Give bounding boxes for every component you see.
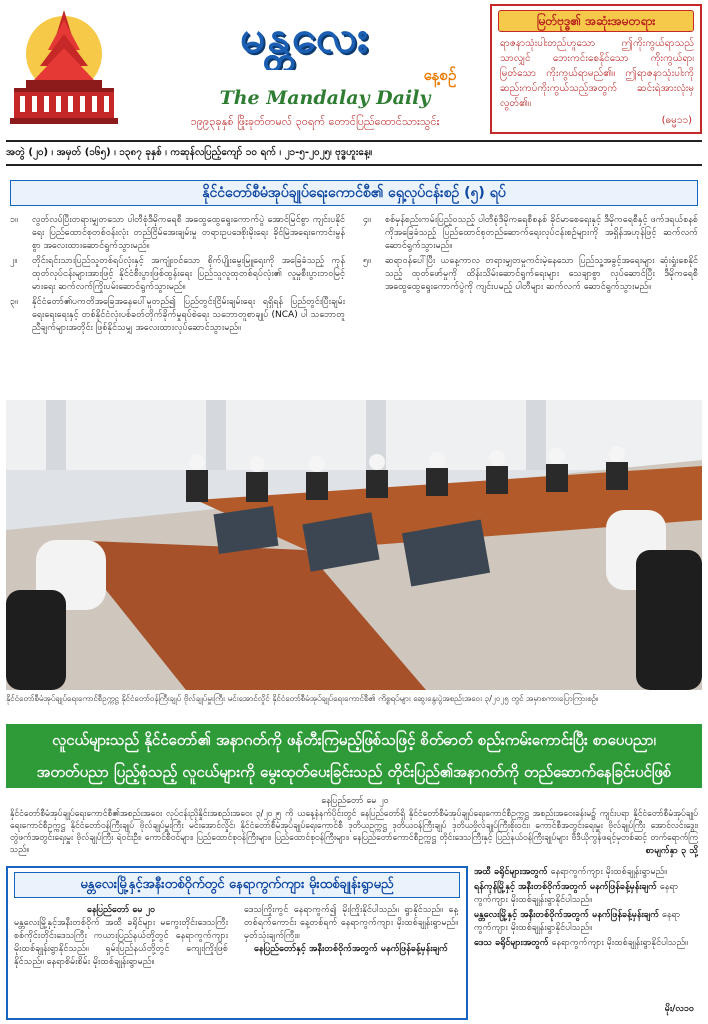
newspaper-title: မန္တလေး bbox=[239, 12, 371, 63]
weather-dateline: နေပြည်တော် မေ ၂၀ bbox=[86, 905, 156, 915]
weather-columns bbox=[14, 904, 460, 1016]
point-number: ၂။ bbox=[10, 256, 18, 266]
continued-link[interactable]: စာမျက်နှာ ၃ သို့ bbox=[645, 846, 698, 856]
forecast-text: နေရာကွက်ကျား မိုးထစ်ချုန်းရွာနိုင်ပါသည်။ bbox=[551, 938, 688, 948]
policy-points-right bbox=[363, 214, 698, 384]
weather-heading: မန္တလေးမြို့နှင့်အနီးတစ်ဝိုက်တွင် နေရာကွက်ကျား မိုးထစ်ချုန်းရွာမည် bbox=[14, 872, 460, 898]
page-reference: မိုး/လ၁၀ bbox=[664, 1004, 694, 1014]
divider bbox=[6, 140, 702, 142]
forecast-label: အထီ ခရိုင်များအတွက် bbox=[474, 867, 548, 877]
point-text: စစ်မှန်စည်းကမ်းပြည့်ဝသည့် ပါတီစုံဒီမိုကရေစီစနစ် ခိုင်မာစေရေးနှင့် ဒီမိုကရေစီနှင့် ဖက်ဒရယ်စနစ်ကိုအခြေခံသည့် ပြည်ထောင်စုတည်ဆောက်ရေးလုပ်ငန်းစဉ်များကို အရှိန်အဟုန်ဖြင့် ဆက်လက်ဆောင်ရွက်သွားမည်။ bbox=[385, 215, 698, 251]
quote-line: လူငယ်များသည် နိုင်ငံတော်၏ အနာဂတ်ကို ဖန်တီးကြမည့်ဖြစ်သဖြင့် စိတ်ဓာတ် စည်းကမ်းကောင်းပြီး စာပေပညာ၊ bbox=[52, 731, 656, 749]
point-text: လွတ်လပ်ပြီးတရားမျှတသော ပါတီစုံဒီမိုကရေစီ အထွေထွေရွေးကောက်ပွဲ အောင်မြင်စွာ ကျင်းပနိုင်ရေး ပြည်ထောင်စုတစ်ဝန်းလုံး တည်ငြိမ်အေးချမ်းမှု တရားဥပဒေစိုးမိုးရေး ခိုင်မြဲအရေးကောင်းမွန်စွာ အလေးထားဆောင်ရွက်သွားမည်။ bbox=[32, 215, 345, 251]
policy-points bbox=[10, 214, 698, 384]
motto-reference: (ဓမ္မ၁၁) bbox=[661, 115, 692, 126]
story-text: နိုင်ငံတော်စီမံအုပ်ချုပ်ရေးကောင်စီ၏အစည်းအဝေး လုပ်ငန်းညှိနှိုင်းအစည်းအဝေး ၃/၂၀၂၅ ကို ယနေ့နံနက်ပိုင်းတွင် နေပြည်တော်ရှိ နိုင်ငံတော်စီမံအုပ်ချုပ်ရေးကောင်စီဥက္ကဋ္ဌ အစည်းအဝေးခန်းမ၌ ကျင်းပရာ နိုင်ငံတော်စီမံအုပ်ချုပ်ရေးကောင်စီဥက္ကဋ္ဌ နိုင်ငံတော်ဝန်ကြီးချုပ် ဗိုလ်ချုပ်မှူးကြီး မင်းအောင်လှိုင်၊ နိုင်ငံတော်စီမံအုပ်ချုပ်ရေးကောင်စီ ဒုတိယဥက္ကဋ္ဌ ဒုတိယဝန်ကြီးချုပ် ဒုတိယဗိုလ်ချုပ်ကြီးစိုးဝင်း၊ ကောင်စီအတွင်းရေးမှူး ဗိုလ်ချုပ်ကြီး အောင်လင်းဒွေး၊ တွဲဖက်အတွင်းရေးမှူး ဗိုလ်ချုပ်ကြီး ရဲဝင်းဦး၊ ကောင်စီဝင်များ၊ ပြည်ထောင်စုဝန်ကြီးများ၊ ပြည်ထောင်စုဝန်ကြီးများ၊ နေပြည်တော်ကောင်စီဥက္ကဋ္ဌ တိုင်းဒေသကြီးနှင့် ပြည်နယ်ဝန်ကြီးချုပ်များ ဗီဒီယိုကွန်ဖရင့်မှတစ်ဆင့် တက်ရောက်ကြသည်။ bbox=[10, 809, 698, 855]
point-number: ၄။ bbox=[363, 215, 371, 225]
issue-line: အတွဲ (၂၀) ၊ အမှတ် (၁၆၅) ၊ ၁၃၈၇ ခုနှစ် ၊ ကဆုန်လပြည့်ကျော် ၁၀ ရက် ၊ ၂၁-၅-၂၀၂၅၊ ဗုဒ္ဓဟူးနေ့။ bbox=[6, 147, 373, 158]
weather-column bbox=[14, 904, 228, 1016]
weather-text: မန္တလေးမြို့နှင့်အနီးတစ်ဝိုက် အထီ ခရိုင်များ မကွေးတိုင်းဒေသကြီး စစ်ကိုင်းတိုင်းဒေသကြီး ကယားပြည်နယ်တို့တွင် နေရာကွက်ကျား မိုးထစ်ချုန်းရွာနိုင်သည်။ ရှမ်းပြည်နယ်တို့တွင် ကျေးကြိုးဖြစ်နိုင်သည်။ နေရာစိမ်းစိမ်း မိုးထစ်ချုန်းရွာမည်။ bbox=[14, 918, 228, 967]
policy-point bbox=[10, 214, 345, 253]
policy-point bbox=[363, 214, 698, 253]
forecast-label: ရန်ကုန်မြို့နှင့် အနီးတစ်ဝိုက်အတွက် မနက်ဖြန်ခန့်မှန်းချက် bbox=[474, 882, 657, 892]
photo-caption: နိုင်ငံတော်စီမံအုပ်ချုပ်ရေးကောင်စီဥက္ကဋ္ဌ နိုင်ငံတော်ဝန်ကြီးချုပ် ဗိုလ်ချုပ်မှူးကြီး မင်းအောင်လှိုင် နိုင်ငံတော်စီမံအုပ်ချုပ်ရေးကောင်စီ၏ ကိစ္စရပ်များ ဆွေးနွေးပွဲအစည်းအဝေး ၃/၂၀၂၅ တွင် အမှာစကားပြောကြားစဉ်။ bbox=[6, 694, 599, 703]
motto-text: ရာဇနာသုံးပါးတည်ဟူသော ဤကိုးကွယ်ရာသည် သာလျှင် ဘေးကင်းစေနိုင်သော ကိုးကွယ်ရာ၊ မြတ်သော ကိုးကွယ်ရာမည်၏။ ဤရာဇနာသုံးပါးကို ဆည်းကပ်ကိုးကွယ်သည့်အတွက် ဆင်းရဲအားလုံးမှ လွတ်၏။ bbox=[500, 38, 694, 109]
point-number: ၁။ bbox=[10, 215, 18, 225]
forecast-item bbox=[474, 881, 702, 907]
point-text: တိုင်းရင်းသားပြည်သူတစ်ရပ်လုံးနှင့် အကျုံးဝင်သော စိုက်ပျိုးမွေးမြူရေးကို အခြေခံသည့် ကုန်ထုတ်လုပ်ငန်းများအားဖြင့် နိုင်ငံစီးပွားဖြစ်ထွန်းရေး ပြည်သူလူထုတစ်ရပ်လုံး၏ လူမှုစီးပွားဘဝမြင့်မားရေး ဆက်လက်ကြိုးပမ်းဆောင်ရွက်သွားမည်။ bbox=[32, 256, 345, 292]
forecast-label: ဒေသ ခရိုင်များအတွက် bbox=[474, 938, 549, 948]
point-text: ဆရာဝန်ပေါ်ပြီး ယနေ့ကာလ တရားမျှတမှုကင်းမဲ့နေသော ပြည်သူ့အခွင့်အရေးများ ဆုံးရှုံးစေနိုင်သည့် ထုတ်ဖော်မှုကို ထိန်းသိမ်းဆောင်ရွက်ရေးများ သေချာစွာ လုပ်ဆောင်ပြီး ဒီမိုကရေစီ အထွေထွေရွေးကောက်ပွဲကို ကျင်းပမည့် ပါတီများ ဆက်လက် ဆောင်ရွက်သွားမည်။ bbox=[385, 256, 698, 292]
quote-line: အတတ်ပညာ ပြည့်စုံသည့် လူငယ်များကို မွေးထုတ်ပေးခြင်းသည် တိုင်းပြည်၏အနာဂတ်ကို တည်ဆောက်နေခြင်းပင်ဖြစ် bbox=[36, 763, 672, 781]
point-number: ၃။ bbox=[10, 297, 18, 307]
weather-subheading: နေပြည်တော်နှင့် အနီးတစ်ဝိုက်အတွက် မနက်ဖြန်ခန့်မှန်းချက် bbox=[254, 944, 448, 954]
policy-points-left bbox=[10, 214, 345, 384]
weather-column bbox=[244, 904, 458, 1016]
newspaper-subtitle: နေ့စဉ် bbox=[423, 66, 457, 84]
headline: နိုင်ငံတော်စီမံအုပ်ချုပ်ရေးကောင်စီ၏ ရှေ့လုပ်ငန်းစဉ် (၅) ရပ် bbox=[10, 180, 698, 206]
policy-point bbox=[10, 255, 345, 294]
forecast-list bbox=[474, 866, 702, 1020]
point-text: နိုင်ငံတော်၏ပကတိအခြေအနေပေါ်မူတည်၍ ပြည်တွင်းငြိမ်းချမ်းရေး ရရှိရန် ပြည်တွင်းပြီးချမ်းရေးရေးရေးနှင့် တစ်နိုင်ငံလုံးပစ်ခတ်တိုက်ခိုက်မှုရပ်စဲရေး သဘောတူစာချုပ် (NCA) ပါ သဘောတူညီချက်များအတိုင်း ဖြစ်နိုင်သမျှ အလေးထားလုပ်ဆောင်သွားမည်။ bbox=[32, 297, 345, 333]
forecast-text: နေရာကွက်ကျား မိုးထစ်ချုန်းရွာမည်။ bbox=[550, 867, 668, 877]
quote-banner bbox=[6, 724, 702, 788]
forecast-item bbox=[474, 909, 702, 935]
point-number: ၅။ bbox=[363, 256, 371, 266]
motto-heading: မြတ်ဗုဒ္ဓ၏ အဆုံးအမတရား bbox=[498, 10, 694, 32]
policy-point bbox=[363, 255, 698, 294]
weather-box bbox=[6, 866, 468, 1020]
divider bbox=[6, 164, 702, 166]
palace-emblem-icon bbox=[4, 6, 124, 130]
masthead-tagline: ၁၉၉၃ခုနှစ် ဖြိုးခုတ်တမလ် ၃၀ရက် တောင်ပြည်ထောင်သားသွင်း bbox=[190, 115, 440, 128]
forecast-item bbox=[474, 937, 702, 950]
motto-box bbox=[490, 4, 702, 134]
weather-text: ဒေသကြိုးကွင် နေရာကွက်၍ မိုးကြိုးနိုင်ပါသည်။ ရွာနိုင်သည်။ နေ့တစ်ရက်ကောင်း နေ့တစ်ရက် နေရာကွက်ကျား မိုးထစ်ချုန်းရွာမည်။ မှတ်သုံးချက်ကြီး။ bbox=[244, 905, 458, 941]
forecast-text: နေရာကွက်ကျား မိုးထစ်ချုန်းရွာနိုင်ပါသည်။ bbox=[474, 910, 681, 933]
forecast-text: နေရာကွက်ကျား မိုးထစ်ချုန်းရွာနိုင်ပါသည်။ bbox=[474, 882, 679, 905]
newspaper-english-title: The Mandalay Daily bbox=[219, 87, 431, 109]
meeting-photo bbox=[6, 400, 702, 690]
forecast-item bbox=[474, 866, 702, 879]
story-dateline: နေပြည်တော် မေ ၂၀ bbox=[321, 796, 389, 806]
policy-point bbox=[10, 296, 345, 335]
masthead bbox=[0, 0, 708, 140]
forecast-label: မန္တလေးမြို့နှင့် အနီးတစ်ဝိုက်အတွက် မနက်ဖြန်ခန့်မှန်းချက် bbox=[474, 910, 660, 920]
